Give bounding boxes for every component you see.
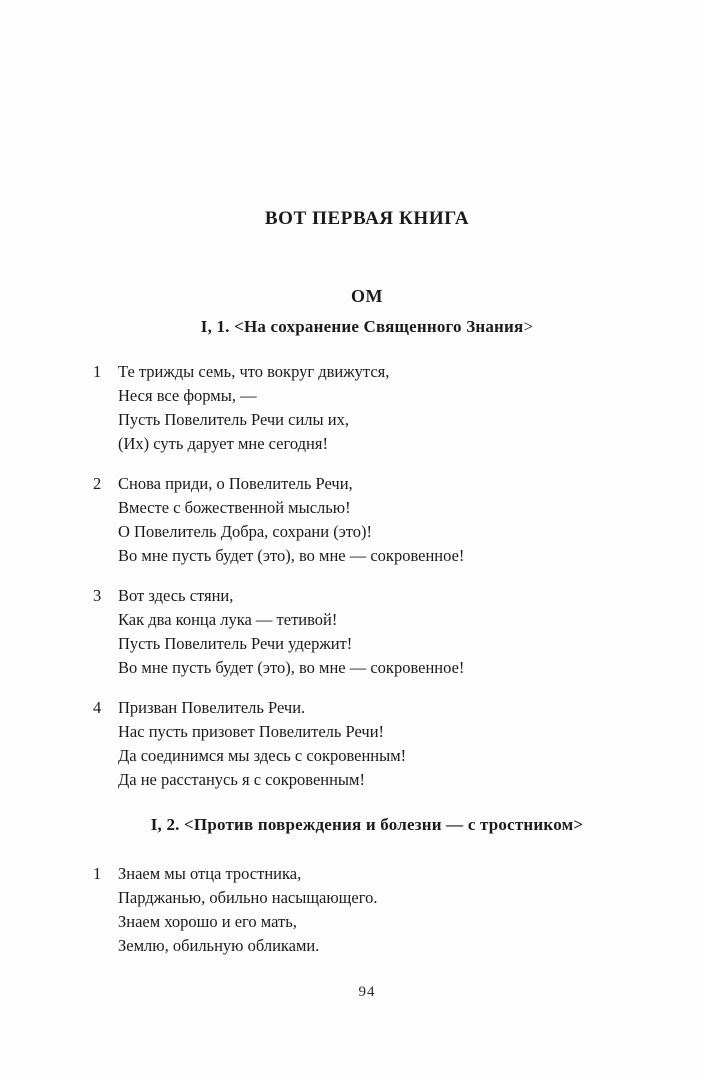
verse-line: Землю, обильную обликами. [118,936,320,955]
verse-line: О Повелитель Добра, сохрани (это)! [118,522,373,541]
verse-line: Вместе с божественной мыслью! [118,498,351,517]
verse-line: Знаем хорошо и его мать, [118,912,297,931]
verse-line: Знаем мы отца тростника, [118,864,302,883]
page-number: 94 [358,984,376,1000]
verse-line: Пусть Повелитель Речи силы их, [118,410,349,429]
verse-line: Да не расстанусь я с сокровенным! [118,770,365,789]
verse-line: Нас пусть призовет Повелитель Речи! [118,722,385,741]
verse-number: 4 [93,698,102,717]
section-2-heading-text: I, 2. <Против повреждения и болезни — с тростником> [150,815,584,834]
book-title: ВОТ ПЕРВАЯ КНИГА [264,208,470,229]
verse-line: Те трижды семь, что вокруг движутся, [118,362,390,381]
verse [93,584,664,680]
verse-lines [118,862,664,958]
verse [93,862,664,958]
verse-line: Вот здесь стяни, [118,586,234,605]
verse-line: Неся все формы, — [118,386,257,405]
verse-line: Как два конца лука — тетивой! [118,610,338,629]
section-1-heading [30,317,704,337]
verse-line: Снова приди, о Повелитель Речи, [118,474,353,493]
verse [93,472,664,568]
verse-line: Парджанью, обильно насыщающего. [118,888,378,907]
verse [93,696,664,792]
verse-line: Призван Повелитель Речи. [118,698,306,717]
section-2-verses [93,862,664,974]
verse-line: (Их) суть дарует мне сегодня! [118,434,328,453]
verse [93,360,664,456]
verse-lines [118,584,664,680]
verse-line: Во мне пусть будет (это), во мне — сокровенное! [118,658,465,677]
verse-number: 1 [93,864,102,883]
verse-line: Да соединимся мы здесь с сокровенным! [118,746,407,765]
section-1-verses [93,360,664,808]
om-heading: ОМ [351,286,383,306]
verse-lines [118,696,664,792]
verse-line: Во мне пусть будет (это), во мне — сокровенное! [118,546,465,565]
section-2-heading [30,815,704,835]
section-1-heading-bracket: > [523,317,534,336]
verse-number: 3 [93,586,102,605]
verse-number: 2 [93,474,102,493]
verse-number: 1 [93,362,102,381]
verse-lines [118,472,664,568]
verse-line: Пусть Повелитель Речи удержит! [118,634,353,653]
section-1-heading-text: I, 1. <На сохранение Священного Знания [200,317,524,336]
verse-lines [118,360,664,456]
